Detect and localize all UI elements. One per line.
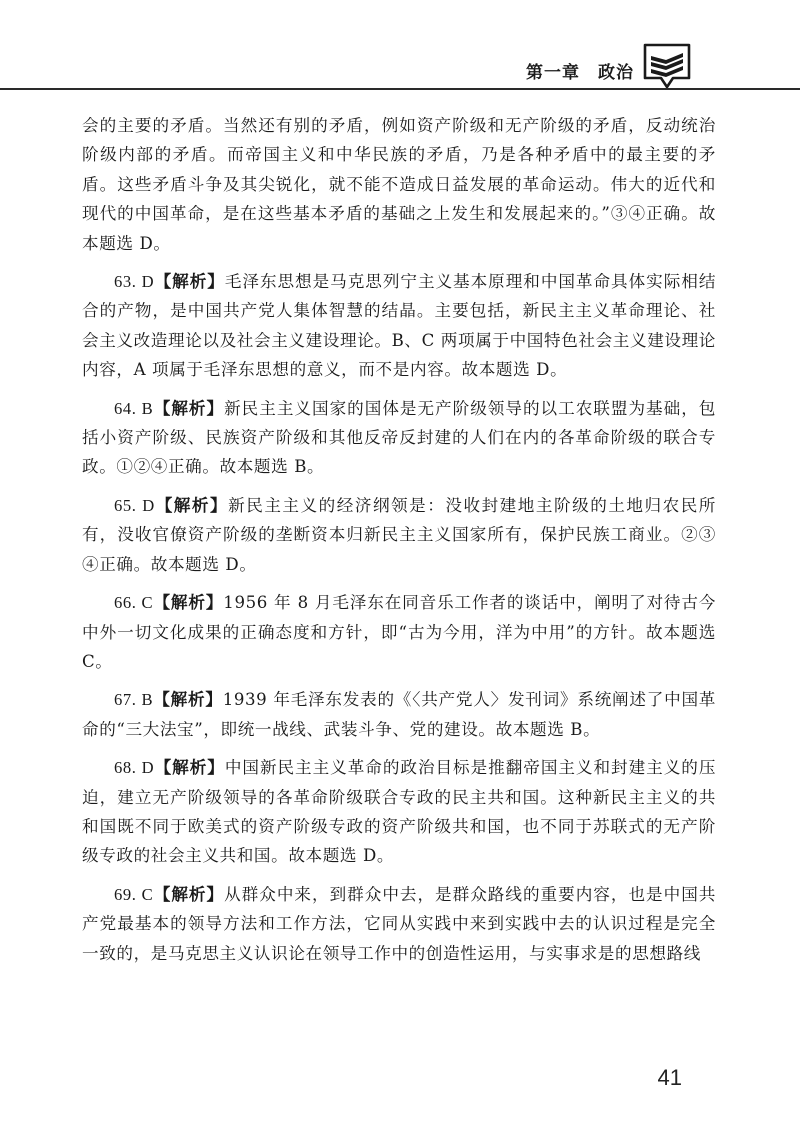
paragraph-text: 会的主要的矛盾。当然还有别的矛盾，例如资产阶级和无产阶级的矛盾，反动统治阶级内部的矛盾。而帝国主义和中华民族的矛盾，乃是各种矛盾中的最主要的矛盾。这些矛盾斗争及其尖锐化，就不能不造成日益发展的革命运动。伟大的近代和现代的中国革命，是在这些基本矛盾的基础之上发生和发展起来的。”③④正确。故本题选 D。 — [82, 116, 716, 253]
paragraph-text: 1956 年 8 月毛泽东在同音乐工作者的谈话中，阐明了对待古今中外一切文化成果的正确态度和方针，即“古为今用，洋为中用”的方针。故本题选 C。 — [82, 593, 716, 671]
answer-entry-66 — [82, 588, 716, 676]
analysis-tag: 【解析】 — [153, 690, 223, 710]
answer-entry-67 — [82, 685, 716, 744]
header-rule — [0, 88, 800, 90]
answer-number: 66. C — [114, 593, 154, 613]
paragraph-text: 新民主主义国家的国体是无产阶级领导的以工农联盟为基础，包括小资产阶级、民族资产阶级和其他反帝反封建的人们在内的各革命阶级的联合专政。①②④正确。故本题选 B。 — [82, 398, 716, 477]
chapter-title: 第一章 政治 — [526, 63, 634, 83]
answer-entry-65 — [82, 491, 716, 579]
answer-entry-69 — [82, 880, 716, 968]
analysis-tag: 【解析】 — [153, 593, 224, 613]
answer-number: 65. D — [114, 495, 155, 515]
analysis-tag: 【解析】 — [154, 272, 225, 292]
analysis-tag: 【解析】 — [154, 758, 225, 778]
continuation-paragraph — [82, 111, 716, 258]
page-number: 41 — [657, 1065, 682, 1090]
answer-number: 63. D — [114, 272, 155, 292]
paragraph-text: 中国新民主主义革命的政治目标是推翻帝国主义和封建主义的压迫，建立无产阶级领导的各革命阶级联合专政的民主共和国。这种新民主主义的共和国既不同于欧美式的资产阶级专政的资产阶级共和国，也不同于苏联式的无产阶级专政的社会主义共和国。故本题选 D。 — [82, 758, 717, 866]
answer-number: 67. B — [114, 690, 154, 710]
answer-explanations — [82, 111, 716, 968]
paragraph-text: 从群众中来，到群众中去，是群众路线的重要内容，也是中国共产党最基本的领导方法和工作方法，它同从实践中来到实践中去的认识过程是完全一致的，是马克思主义认识论在领导工作中的创造性运用，与实事求是的思想路线 — [82, 884, 716, 963]
answer-number: 68. D — [114, 758, 155, 778]
answer-entry-64 — [82, 394, 716, 482]
analysis-tag: 【解析】 — [153, 398, 225, 418]
page-header — [0, 0, 800, 96]
paragraph-text: 1939 年毛泽东发表的《〈共产党人〉发刊词》系统阐述了中国革命的“三大法宝”，即统一战线、武装斗争、党的建设。故本题选 B。 — [82, 690, 716, 739]
answer-number: 64. B — [114, 398, 154, 418]
analysis-tag: 【解析】 — [153, 884, 225, 904]
answer-entry-63 — [82, 267, 716, 385]
paragraph-text: 新民主主义的经济纲领是：没收封建地主阶级的土地归农民所有，没收官僚资产阶级的垄断资本归新民主主义国家所有，保护民族工商业。②③④正确。故本题选 D。 — [82, 495, 717, 574]
answer-entry-68 — [82, 753, 716, 871]
answer-number: 69. C — [114, 884, 154, 904]
paragraph-text: 毛泽东思想是马克思列宁主义基本原理和中国革命具体实际相结合的产物，是中国共产党人集体智慧的结晶。主要包括，新民主主义革命理论、社会主义改造理论以及社会主义建设理论。B、C 两项属于中国特色社会主义建设理论内容，A 项属于毛泽东思想的意义，而不是内容。故本题选 D。 — [82, 272, 717, 380]
analysis-tag: 【解析】 — [154, 495, 229, 515]
book-stack-icon — [642, 42, 692, 90]
